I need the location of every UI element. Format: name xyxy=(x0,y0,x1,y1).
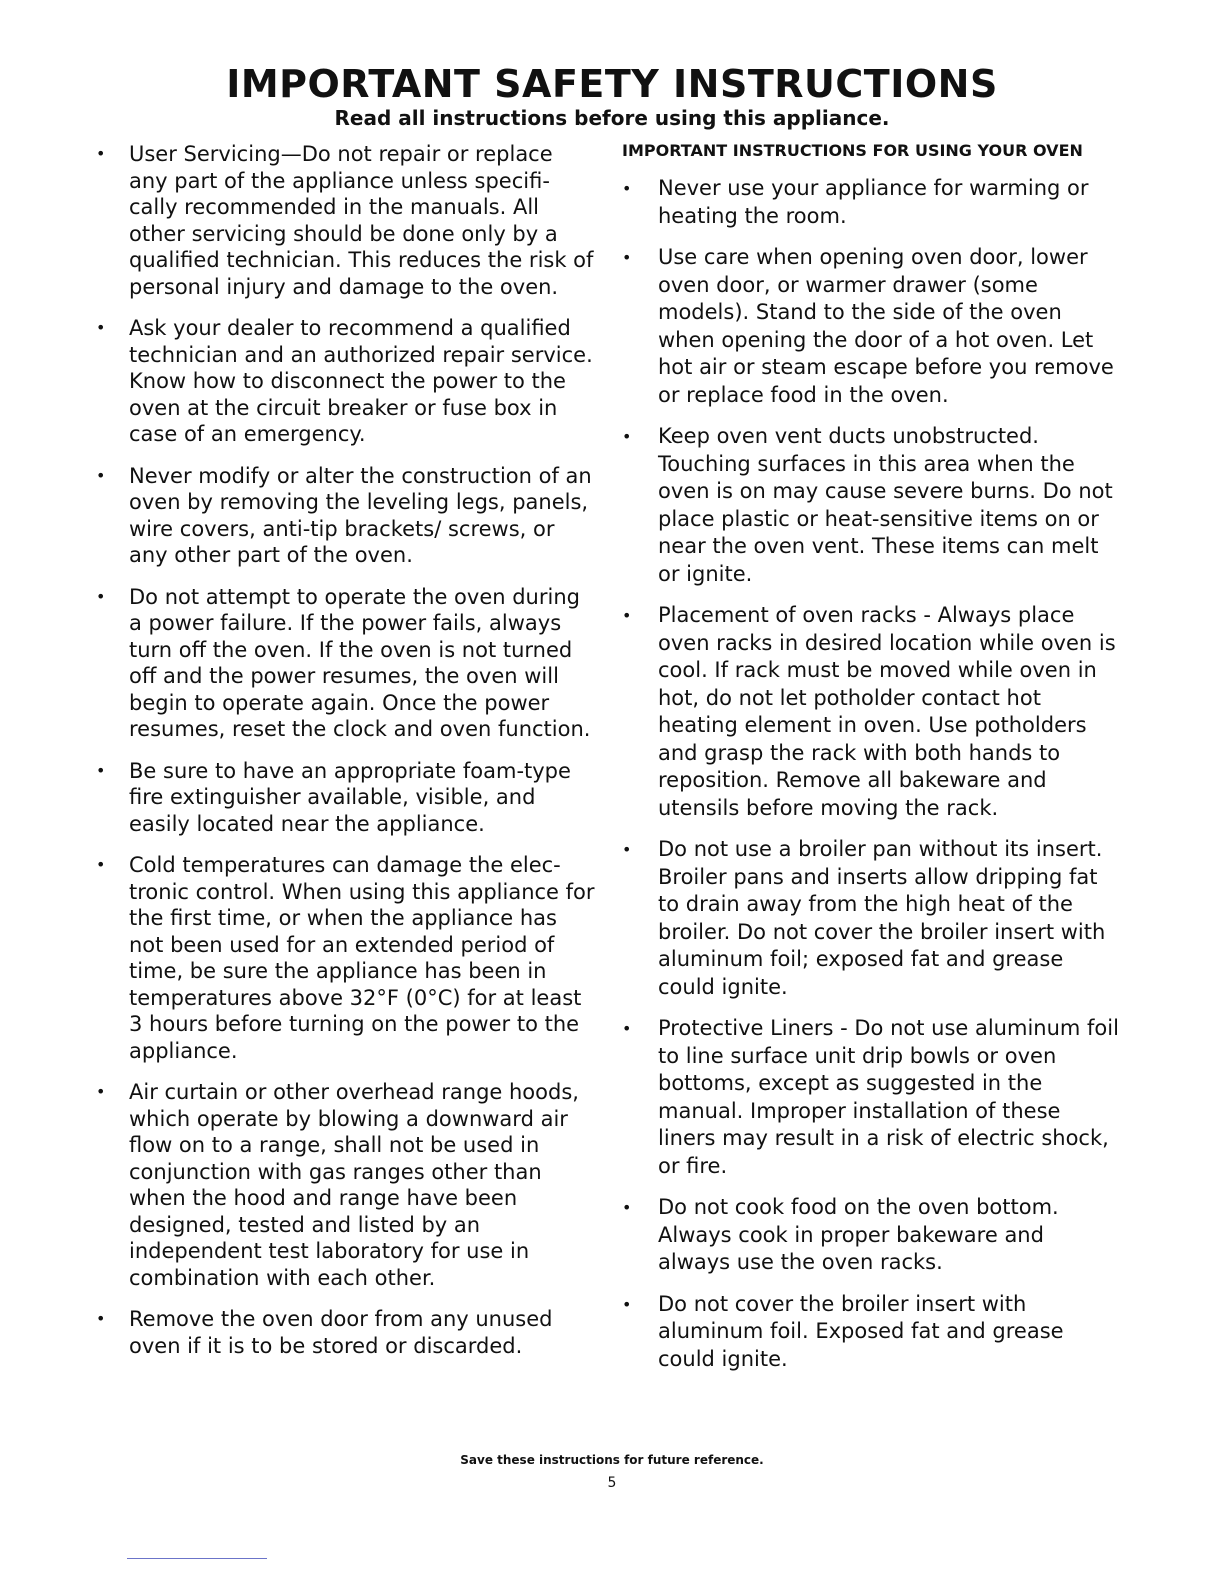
list-item-text: Do not cover the broiler insert with aluminum foil. Exposed fat and grease could ignite. xyxy=(658,1291,1064,1371)
bullet-icon: • xyxy=(96,760,106,780)
list-item-text: Be sure to have an appropriate foam-type fire extinguisher available, visible, and easily located near the appliance. xyxy=(129,758,571,836)
list-item xyxy=(622,1015,1122,1180)
list-item xyxy=(96,463,596,569)
list-item xyxy=(96,758,596,838)
bullet-icon: • xyxy=(622,248,632,267)
right-instruction-list xyxy=(622,175,1122,1373)
list-item xyxy=(622,175,1122,230)
list-item xyxy=(622,423,1122,588)
list-item xyxy=(622,836,1122,1001)
right-column xyxy=(622,141,1122,1387)
list-item-text: User Servicing—Do not repair or replace any part of the appliance unless specifi-cally recommended in the manuals. All other servicing should be done only by a qualified technician. This reduces the risk of personal injury and damage to the oven. xyxy=(129,142,594,299)
page-number: 5 xyxy=(607,1475,617,1491)
list-item xyxy=(96,141,596,300)
bullet-icon: • xyxy=(622,606,632,625)
bullet-icon: • xyxy=(96,144,106,163)
list-item-text: Air curtain or other overhead range hoods, which operate by blowing a downward air flow on to a range, shall not be used in conjunction with gas ranges other than when the hood and range have been designed, tested and listed by an independent test laboratory for use in combination with each other. xyxy=(129,1080,579,1290)
section-heading: IMPORTANT INSTRUCTIONS FOR USING YOUR OVEN xyxy=(622,141,1083,160)
footer-note: Save these instructions for future reference. xyxy=(460,1453,764,1467)
list-item-text: Do not attempt to operate the oven during a power failure. If the power fails, always turn off the oven. If the oven is not turned off and the power resumes, the oven will begin to operate again. Once the power resumes, reset the clock and oven function. xyxy=(129,584,591,741)
list-item xyxy=(96,852,596,1064)
bullet-icon: • xyxy=(96,1309,106,1328)
bullet-icon: • xyxy=(96,318,106,337)
bullet-icon: • xyxy=(622,179,632,198)
list-item xyxy=(622,1291,1122,1374)
list-item-text: Placement of oven racks - Always place oven racks in desired location while oven is cool. If rack must be moved while oven in hot, do not let potholder contact hot heating element in oven. Use potholders and grasp the rack with both hands to reposition. Remove all bakeware and utensils before moving the rack. xyxy=(658,603,1116,820)
bullet-icon: • xyxy=(622,840,632,859)
list-item xyxy=(622,244,1122,409)
list-item xyxy=(96,584,596,743)
list-item-text: Remove the oven door from any unused oven if it is to be stored or discarded. xyxy=(129,1307,553,1358)
bullet-icon: • xyxy=(622,1294,632,1314)
list-item-text: Keep oven vent ducts unobstructed. Touching surfaces in this area when the oven is on may cause severe burns. Do not place plastic or heat-sensitive items on or near the oven vent. These items can melt or ignite. xyxy=(658,424,1113,586)
bullet-icon: • xyxy=(96,855,106,874)
left-instruction-list xyxy=(96,141,596,1359)
left-column xyxy=(96,141,596,1374)
list-item-text: Never modify or alter the construction of an oven by removing the leveling legs, panels, wire covers, anti-tip brackets/ screws, or any other part of the oven. xyxy=(129,463,592,567)
list-item xyxy=(96,315,596,448)
list-item xyxy=(96,1079,596,1291)
page-title: IMPORTANT SAFETY INSTRUCTIONS xyxy=(226,62,998,106)
list-item-text: Do not cook food on the oven bottom. Always cook in proper bakeware and always use the oven racks. xyxy=(658,1195,1059,1274)
list-item xyxy=(96,1306,596,1359)
bullet-icon: • xyxy=(96,586,106,606)
list-item-text: Ask your dealer to recommend a qualified technician and an authorized repair service. Know how to disconnect the power to the oven at the circuit breaker or fuse box in case of an emergency. xyxy=(129,316,593,446)
page-subtitle: Read all instructions before using this appliance. xyxy=(334,106,890,130)
list-item-text: Cold temperatures can damage the elec-tronic control. When using this appliance for the first time, or when the appliance has not been used for an extended period of time, be sure the appliance has been in temperatures above 32°F (0°C) for at least 3 hours before turning on the power to the appliance. xyxy=(129,853,595,1063)
list-item-text: Do not use a broiler pan without its insert. Broiler pans and inserts allow dripping fat to drain away from the high heat of the broiler. Do not cover the broiler insert with aluminum foil; exposed fat and grease could ignite. xyxy=(658,837,1106,999)
bottom-divider xyxy=(127,1558,267,1559)
bullet-icon: • xyxy=(96,1082,106,1101)
list-item-text: Use care when opening oven door, lower oven door, or warmer drawer (some models). Stand to the side of the oven when opening the door of a hot oven. Let hot air or steam escape before you remove or replace food in the oven. xyxy=(658,245,1114,407)
list-item-text: Protective Liners - Do not use aluminum foil to line surface unit drip bowls or oven bottoms, except as suggested in the manual. Improper installation of these liners may result in a risk of electric shock, or fire. xyxy=(658,1016,1119,1178)
list-item-text: Never use your appliance for warming or heating the room. xyxy=(658,176,1089,228)
bullet-icon: • xyxy=(622,427,632,446)
bullet-icon: • xyxy=(622,1019,632,1038)
list-item xyxy=(622,602,1122,822)
bullet-icon: • xyxy=(96,465,106,485)
bullet-icon: • xyxy=(622,1198,632,1217)
list-item xyxy=(622,1194,1122,1277)
